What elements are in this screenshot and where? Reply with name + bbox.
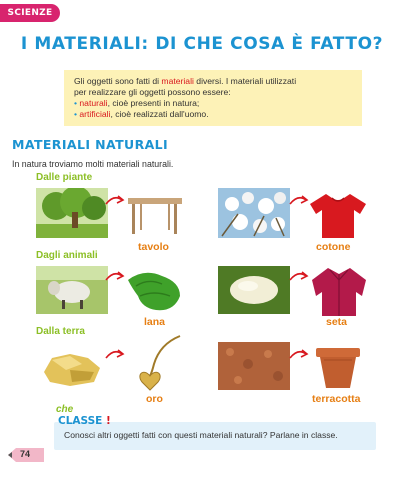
discussion-text: Conosci altri oggetti fatti con questi materiali naturali? Parlane in classe. — [64, 430, 338, 440]
intro-text: , cioè realizzati dall'uomo. — [110, 109, 209, 119]
soil-image — [218, 342, 290, 390]
page-title: I MATERIALI: DI CHE COSA È FATTO? — [20, 34, 384, 54]
arrow-icon — [288, 346, 310, 362]
intro-line-1 — [74, 76, 352, 87]
item-label-cotone: cotone — [316, 241, 351, 253]
item-label-terracotta: terracotta — [312, 393, 361, 405]
gold-nugget-image — [36, 346, 108, 390]
classe-label — [58, 415, 111, 427]
cocoon-image — [218, 266, 290, 314]
exclamation-mark: ! — [106, 415, 111, 427]
classe-word: CLASSE — [58, 415, 103, 427]
category-earth: Dalla terra — [36, 326, 85, 337]
tree-image — [36, 188, 108, 238]
tshirt-image — [308, 190, 368, 240]
bullet-icon: • — [74, 109, 80, 119]
intro-keyword-artificiali: artificiali — [79, 109, 111, 119]
che-label: che — [56, 404, 74, 415]
page-number-badge — [6, 446, 46, 464]
category-plants: Dalle piante — [36, 172, 93, 183]
bullet-icon: • — [74, 98, 80, 108]
intro-keyword-materiali: materiali — [161, 76, 194, 86]
intro-text: Gli oggetti sono fatti di — [74, 76, 162, 86]
intro-text: , cioè presenti in natura; — [107, 98, 200, 108]
section-subtitle: In natura troviamo molti materiali naturali. — [12, 159, 174, 169]
intro-bullet-1 — [74, 98, 352, 109]
arrow-icon — [104, 192, 126, 208]
intro-keyword-naturali: naturali — [79, 98, 108, 108]
item-label-seta: seta — [326, 316, 348, 328]
subject-tab: SCIENZE — [0, 4, 60, 22]
sheep-image — [36, 266, 108, 314]
shirt-image — [308, 262, 370, 318]
category-animals: Dagli animali — [36, 250, 98, 261]
intro-text: diversi. I materiali utilizzati — [193, 76, 297, 86]
item-label-oro: oro — [146, 393, 163, 405]
item-label-lana: lana — [144, 316, 166, 328]
intro-line-2: per realizzare gli oggetti possono essere: — [74, 87, 231, 97]
page-number: 74 — [20, 449, 31, 459]
scarf-image — [122, 266, 186, 318]
intro-box — [64, 70, 362, 126]
terracotta-pot-image — [310, 344, 366, 392]
section-title: MATERIALI NATURALI — [12, 137, 169, 152]
item-label-tavolo: tavolo — [138, 241, 169, 253]
arrow-icon — [288, 192, 310, 208]
discussion-box — [54, 404, 376, 450]
cotton-image — [218, 188, 290, 238]
intro-bullet-2 — [74, 109, 352, 120]
table-image — [124, 192, 186, 236]
arrow-icon — [288, 268, 310, 284]
gold-pendant-image — [130, 334, 186, 394]
arrow-icon — [104, 346, 126, 362]
